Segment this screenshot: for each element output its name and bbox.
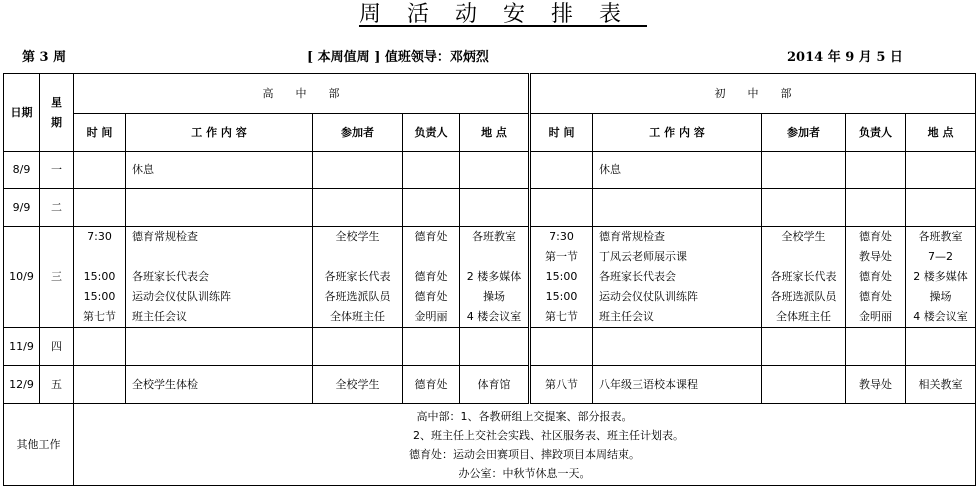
- high-place-cell: [460, 152, 530, 189]
- junior-content-header: 工 作 内 容: [593, 114, 762, 152]
- row-date: 8/9: [4, 152, 40, 189]
- row-weekday: 五: [40, 366, 74, 404]
- junior-time-cell: [530, 227, 593, 328]
- junior-time-cell: [530, 152, 593, 189]
- date-column-header: 日期: [4, 74, 40, 152]
- high-participants-cell: [313, 189, 403, 227]
- high-participants-cell: [313, 328, 403, 366]
- row-date: 11/9: [4, 328, 40, 366]
- junior-leader-header: 负责人: [846, 114, 906, 152]
- other-work-line: 办公室：中秋节休息一天。: [458, 466, 591, 480]
- row-weekday: 四: [40, 328, 74, 366]
- junior-time-cell: [530, 328, 593, 366]
- high-time-line: [74, 247, 125, 267]
- high-time-header: 时 间: [74, 114, 126, 152]
- junior-content-line: 八年级三语校本课程: [599, 377, 699, 391]
- high-content-line: 休息: [132, 163, 154, 176]
- high-participants-cell: [313, 366, 403, 404]
- junior-participants-line: 全体班主任: [776, 310, 832, 323]
- junior-leader-line: 德育处: [859, 230, 893, 243]
- junior-time-header: 时 间: [530, 114, 593, 152]
- page-title-text: 周活动安排表: [358, 2, 647, 27]
- junior-leader-line: 教导处: [859, 250, 893, 263]
- junior-time-line: 第七节: [545, 310, 579, 323]
- junior-leader-cell: [846, 152, 906, 189]
- high-participants-line: [313, 247, 402, 267]
- junior-content-cell: [593, 366, 762, 404]
- junior-place-line: 操场: [929, 290, 952, 303]
- junior-participants-line: 各班选派队员: [770, 290, 837, 303]
- high-time-line: 15:00: [83, 290, 116, 303]
- high-content-line: 运动会仪仗队训练阵: [132, 290, 231, 303]
- junior-content-line: 休息: [599, 163, 622, 176]
- high-place-line: 4 楼会议室: [466, 310, 522, 323]
- junior-content-cell: [593, 227, 762, 328]
- other-work-row: [4, 404, 976, 486]
- schedule-row: [4, 189, 976, 227]
- schedule-row: [4, 227, 976, 328]
- week-number: 第 3 周: [22, 50, 67, 65]
- junior-place-cell: [906, 328, 976, 366]
- junior-place-line: 相关教室: [918, 377, 963, 391]
- high-participants-cell: [313, 227, 403, 328]
- high-school-section-header: 高中部: [74, 74, 530, 114]
- junior-place-header: 地 点: [906, 114, 976, 152]
- high-content-line: 全校学生体检: [132, 377, 198, 391]
- junior-place-cell: [906, 227, 976, 328]
- high-time-cell: [74, 152, 126, 189]
- high-participants-line: 各班家长代表: [324, 270, 391, 283]
- other-work-line: 德育处：运动会田赛项目、摔跤项目本周结束。: [409, 447, 641, 461]
- junior-time-line: 15:00: [545, 270, 578, 283]
- high-leader-line: 金明丽: [414, 310, 448, 323]
- junior-place-line: 7—2: [928, 250, 954, 263]
- high-content-cell: [126, 189, 313, 227]
- high-leader-cell: [403, 366, 460, 404]
- junior-time-cell: [530, 366, 593, 404]
- high-place-line: [460, 247, 528, 267]
- high-time-line: [74, 375, 125, 395]
- schedule-row: [4, 366, 976, 404]
- other-work-label: 其他工作: [4, 404, 74, 486]
- high-content-header: 工 作 内 容: [126, 114, 313, 152]
- junior-place-line: 4 楼会议室: [913, 310, 968, 323]
- junior-leader-line: 教导处: [859, 377, 893, 391]
- junior-content-cell: [593, 328, 762, 366]
- weekday-header-text: 星期: [51, 95, 62, 129]
- junior-participants-cell: [762, 152, 846, 189]
- high-participants-line: 全校学生: [335, 230, 380, 243]
- high-place-line: 操场: [483, 290, 506, 303]
- junior-content-line: 各班家长代表会: [599, 270, 677, 283]
- high-leader-header: 负责人: [403, 114, 460, 152]
- schedule-date: 2014 年 9 月 5 日: [787, 50, 903, 65]
- row-date: 10/9: [4, 227, 40, 328]
- high-participants-line: 各班选派队员: [324, 290, 391, 303]
- high-content-cell: [126, 366, 313, 404]
- high-leader-cell: [403, 152, 460, 189]
- high-time-cell: [74, 366, 126, 404]
- junior-content-line: 丁凤云老师展示课: [599, 250, 688, 263]
- junior-participants-line: [762, 247, 845, 267]
- high-content-line: 德育常规检查: [132, 230, 198, 243]
- high-place-cell: [460, 328, 530, 366]
- junior-content-line: 班主任会议: [599, 310, 655, 323]
- junior-time-cell: [530, 189, 593, 227]
- junior-participants-cell: [762, 227, 846, 328]
- high-place-cell: [460, 189, 530, 227]
- row-date: 9/9: [4, 189, 40, 227]
- high-leader-cell: [403, 189, 460, 227]
- junior-time-line: 7:30: [549, 230, 574, 243]
- row-weekday: 一: [40, 152, 74, 189]
- high-time-cell: [74, 328, 126, 366]
- junior-content-cell: [593, 189, 762, 227]
- high-participants-line: 全校学生: [335, 377, 380, 391]
- high-place-line: 各班教室: [472, 230, 517, 243]
- high-time-cell: [74, 189, 126, 227]
- junior-participants-header: 参加者: [762, 114, 846, 152]
- junior-content-line: 德育常规检查: [599, 230, 666, 243]
- duty-leader: [ 本周值周 ] 值班领导：邓炳烈: [307, 50, 489, 65]
- high-participants-cell: [313, 152, 403, 189]
- row-date: 12/9: [4, 366, 40, 404]
- junior-leader-cell: [846, 189, 906, 227]
- other-work-content: [74, 404, 976, 486]
- high-content-cell: [126, 152, 313, 189]
- junior-participants-line: 各班家长代表: [770, 270, 837, 283]
- junior-leader-line: 金明丽: [859, 310, 893, 323]
- row-weekday: 二: [40, 189, 74, 227]
- junior-content-line: 运动会仪仗队训练阵: [599, 290, 699, 303]
- high-participants-line: 全体班主任: [330, 310, 385, 323]
- high-participants-header: 参加者: [313, 114, 403, 152]
- high-time-cell: [74, 227, 126, 328]
- high-place-header: 地 点: [460, 114, 530, 152]
- schedule-table: [3, 73, 976, 486]
- junior-participants-cell: [762, 189, 846, 227]
- high-leader-cell: [403, 328, 460, 366]
- high-leader-line: 德育处: [414, 290, 448, 303]
- junior-leader-line: 德育处: [859, 290, 893, 303]
- junior-time-line: 第八节: [545, 377, 579, 391]
- high-leader-line: 德育处: [414, 377, 448, 391]
- high-content-cell: [126, 227, 313, 328]
- junior-participants-line: 全校学生: [781, 230, 826, 243]
- junior-leader-cell: [846, 227, 906, 328]
- junior-leader-cell: [846, 366, 906, 404]
- junior-place-line: 各班教室: [918, 230, 963, 243]
- high-place-line: 体育馆: [477, 377, 511, 391]
- junior-leader-cell: [846, 328, 906, 366]
- junior-place-cell: [906, 152, 976, 189]
- junior-participants-line: [762, 375, 845, 395]
- high-content-line: 各班家长代表会: [132, 270, 209, 283]
- high-leader-cell: [403, 227, 460, 328]
- junior-content-cell: [593, 152, 762, 189]
- junior-place-cell: [906, 189, 976, 227]
- high-leader-line: 德育处: [414, 270, 448, 283]
- schedule-row: [4, 328, 976, 366]
- junior-place-cell: [906, 366, 976, 404]
- page-title: [0, 0, 980, 30]
- junior-place-line: 2 楼多媒体: [913, 270, 968, 283]
- high-content-cell: [126, 328, 313, 366]
- schedule-row: [4, 152, 976, 189]
- row-weekday: 三: [40, 227, 74, 328]
- high-time-line: 第七节: [83, 310, 116, 323]
- junior-leader-line: 德育处: [859, 270, 893, 283]
- high-place-cell: [460, 227, 530, 328]
- junior-school-section-header: 初中部: [530, 74, 976, 114]
- weekday-column-header: [40, 74, 74, 152]
- junior-time-line: 第一节: [545, 250, 579, 263]
- high-place-line: 2 楼多媒体: [466, 270, 522, 283]
- junior-participants-cell: [762, 366, 846, 404]
- high-leader-line: [403, 247, 459, 267]
- high-leader-line: 德育处: [414, 230, 448, 243]
- high-content-line: 班主任会议: [132, 310, 187, 323]
- high-content-line: [132, 247, 312, 267]
- high-place-cell: [460, 366, 530, 404]
- junior-participants-cell: [762, 328, 846, 366]
- other-work-line: 2、班主任上交社会实践、社区服务表、班主任计划表。: [413, 428, 685, 442]
- high-time-line: 7:30: [87, 230, 112, 243]
- high-time-line: 15:00: [83, 270, 116, 283]
- junior-time-line: 15:00: [545, 290, 578, 303]
- other-work-line: 高中部：1、各教研组上交提案、部分报表。: [416, 409, 633, 423]
